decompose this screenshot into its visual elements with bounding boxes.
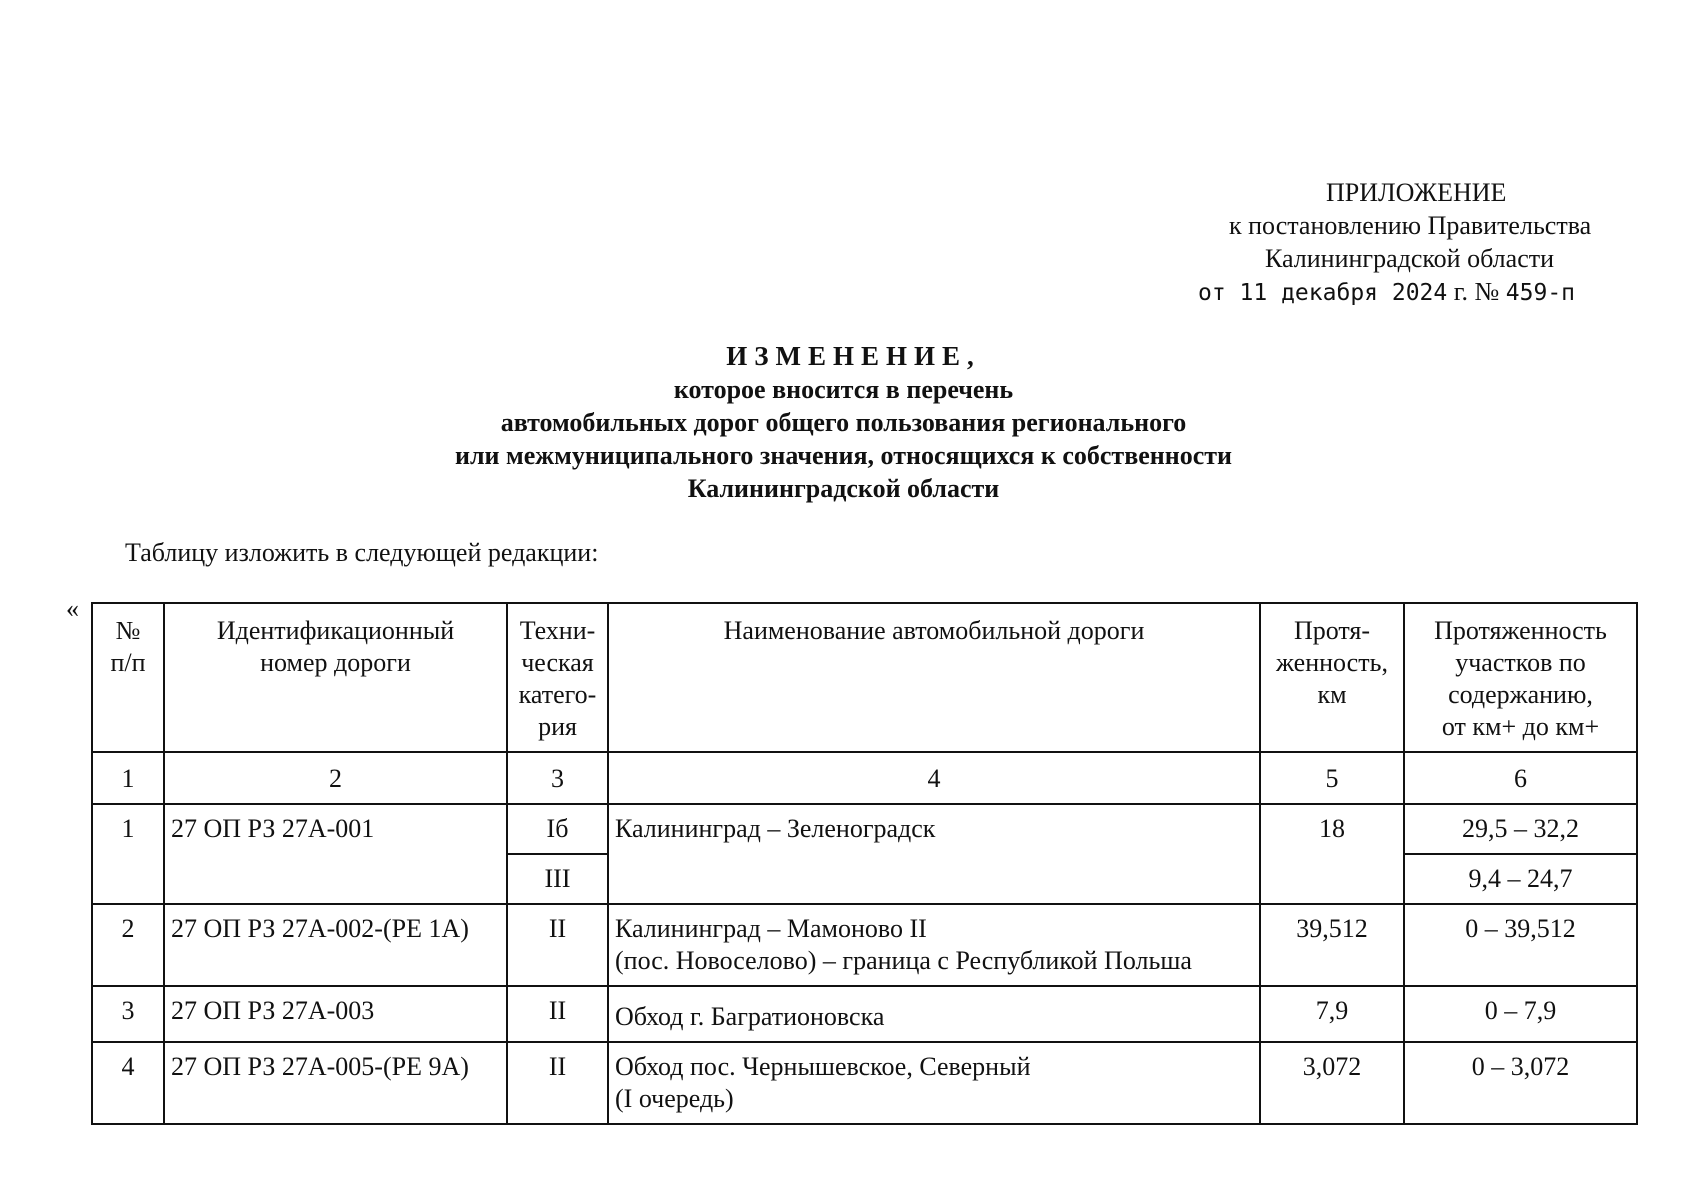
road-name-line: (пос. Новоселово) – граница с Республикой Польша: [615, 946, 1192, 975]
road-name: [608, 986, 1260, 1042]
appendix-title: ПРИЛОЖЕНИЕ: [1326, 178, 1507, 207]
header-text: №: [115, 616, 141, 645]
road-name-line: Калининград – Мамоново II: [615, 914, 927, 943]
road-name: [608, 804, 1260, 904]
column-number: 3: [507, 752, 608, 804]
appendix-date-suffix: г. №: [1447, 277, 1506, 306]
header-text: участков по: [1455, 648, 1586, 677]
header-text: содержанию,: [1448, 680, 1593, 709]
road-name-line: Обход пос. Чернышевское, Северный: [615, 1052, 1031, 1081]
section-range: 0 – 3,072: [1404, 1042, 1637, 1124]
row-number: 2: [92, 904, 164, 986]
header-text: Протя-: [1293, 616, 1371, 645]
table-row: [92, 904, 1637, 986]
table-header-row: [92, 603, 1637, 752]
header-text: катего-: [518, 680, 597, 709]
header-text: Техни-: [519, 616, 596, 645]
header-number: [92, 603, 164, 752]
section-range: 29,5 – 32,2: [1404, 804, 1637, 854]
road-id: 27 ОП РЗ 27А-003: [164, 986, 507, 1042]
section-range: 0 – 39,512: [1404, 904, 1637, 986]
column-number: 2: [164, 752, 507, 804]
road-name: [608, 1042, 1260, 1124]
header-category: [507, 603, 608, 752]
appendix-date-line: [1180, 275, 1660, 310]
appendix-line-resolution: к постановлению Правительства: [1229, 211, 1592, 240]
road-name: [608, 904, 1260, 986]
table-row: [92, 804, 1637, 854]
road-name-line: (I очередь): [615, 1084, 734, 1113]
road-id: 27 ОП РЗ 27А-002-(РЕ 1А): [164, 904, 507, 986]
row-number: 4: [92, 1042, 164, 1124]
section-range: 0 – 7,9: [1404, 986, 1637, 1042]
header-text: Идентификационный: [216, 616, 455, 645]
row-number: 1: [92, 804, 164, 904]
heading-line: которое вносится в перечень: [673, 375, 1014, 404]
column-number: 6: [1404, 752, 1637, 804]
road-category: Iб: [507, 804, 608, 854]
header-sections: [1404, 603, 1637, 752]
intro-text: Таблицу изложить в следующей редакции:: [125, 538, 599, 567]
road-id: 27 ОП РЗ 27А-005-(РЕ 9А): [164, 1042, 507, 1124]
roads-table: [91, 602, 1638, 1125]
road-length: 18: [1260, 804, 1404, 904]
road-category: III: [507, 854, 608, 904]
heading-line: Калининградской области: [687, 474, 1000, 503]
road-category: II: [507, 904, 608, 986]
heading-title: ИЗМЕНЕНИЕ,: [726, 341, 981, 371]
header-text: от км+ до км+: [1441, 712, 1600, 741]
appendix-block: [1180, 176, 1660, 310]
road-category: II: [507, 986, 608, 1042]
table-row: [92, 1042, 1637, 1124]
document-heading: [0, 340, 1703, 505]
header-text: женность,: [1276, 648, 1388, 677]
header-length: [1260, 603, 1404, 752]
road-name-line: Калининград – Зеленоградск: [615, 814, 936, 843]
header-text: рия: [538, 712, 577, 741]
header-road-name: [608, 603, 1260, 752]
column-number: 5: [1260, 752, 1404, 804]
header-road-id: [164, 603, 507, 752]
heading-line: или межмуниципального значения, относящихся к собственности: [454, 441, 1233, 470]
road-length: 7,9: [1260, 986, 1404, 1042]
header-text: ческая: [521, 648, 594, 677]
appendix-line-region: Калининградской области: [1265, 244, 1555, 273]
road-category: II: [507, 1042, 608, 1124]
appendix-number: 459-п: [1505, 280, 1576, 306]
section-range: 9,4 – 24,7: [1404, 854, 1637, 904]
row-number: 3: [92, 986, 164, 1042]
road-length: 39,512: [1260, 904, 1404, 986]
table-row: [92, 986, 1637, 1042]
road-length: 3,072: [1260, 1042, 1404, 1124]
column-number: 4: [608, 752, 1260, 804]
header-text: км: [1317, 680, 1347, 709]
column-numbers-row: [92, 752, 1637, 804]
opening-quote-mark: «: [66, 594, 79, 623]
header-text: п/п: [110, 648, 146, 677]
appendix-date: от 11 декабря 2024: [1198, 280, 1448, 306]
road-id: 27 ОП РЗ 27А-001: [164, 804, 507, 904]
road-name-line: Обход г. Багратионовска: [615, 1002, 885, 1031]
column-number: 1: [92, 752, 164, 804]
header-text: Протяженность: [1434, 616, 1607, 645]
header-text: Наименование автомобильной дороги: [723, 616, 1145, 645]
header-text: номер дороги: [260, 648, 411, 677]
heading-line: автомобильных дорог общего пользования регионального: [500, 408, 1187, 437]
